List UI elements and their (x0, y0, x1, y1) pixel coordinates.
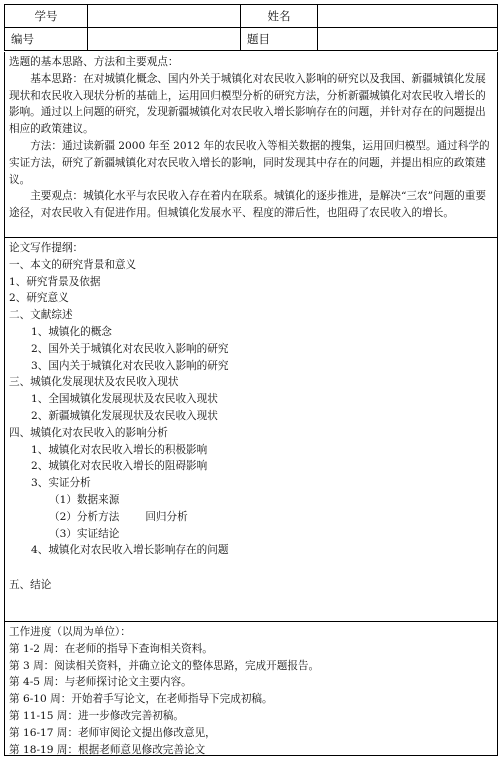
schedule-item: 第 4-5 周：与老师探讨论文主要内容。 (9, 676, 192, 689)
number-value[interactable] (88, 28, 241, 51)
outline-section (4, 238, 498, 622)
outline-item-text: （3）实证结论 (49, 527, 120, 540)
topic-label: 题目 (241, 28, 318, 51)
outline-item (9, 290, 493, 307)
outline-item-text: 3、国内关于城镇化对农民收入影响的研究 (31, 359, 229, 372)
outline-item-text: 1、城镇化的概念 (31, 325, 112, 338)
outline-item-text: 1、研究背景及依据 (9, 275, 101, 288)
outline-item (9, 374, 493, 391)
idea-paragraph-approach: 基本思路：在对城镇化概念、国内外关于城镇化对农民收入影响的研究以及我国、新疆城镇化发展现状和农民收入现状分析的基础上，运用回归模型分析的研究方法，分析新疆城镇化对农民收入增长的影响。通过以上问题的研究，发现新疆城镇化对农民收入增长影响存在的问题，并针对存在的问题提出相应的政策建议。 (9, 72, 486, 136)
outline-item (9, 492, 493, 509)
outline-item (9, 408, 493, 425)
outline-item (9, 274, 493, 291)
outline-item (9, 358, 493, 375)
outline-item (9, 442, 493, 459)
outline-conclusion: 五、结论 (9, 579, 52, 592)
outline-item (9, 341, 493, 358)
student-id-label: 学号 (5, 5, 88, 28)
idea-paragraph-method: 方法：通过读新疆 2000 年至 2012 年的农民收入等相关数据的搜集，运用回归模型。通过科学的实证方法，研究了新疆城镇化对农民收入增长的影响，同时发现其中存在的问题，并提出相应的政策建议。 (9, 139, 490, 186)
outline-item-text: 2、国外关于城镇化对农民收入影响的研究 (31, 342, 229, 355)
outline-item (9, 526, 493, 543)
outline-item-text: （1）数据来源 (49, 493, 120, 506)
schedule-item: 第 11-15 周：进一步修改完善初稿。 (9, 709, 184, 722)
outline-item-text: 一、本文的研究背景和意义 (9, 258, 137, 271)
student-id-value[interactable] (88, 5, 241, 28)
schedule-item: 第 18-19 周：根据老师意见修改完善论文 (9, 743, 206, 756)
schedule-item: 第 6-10 周：开始着手写论文，在老师指导下完成初稿。 (9, 693, 273, 706)
outline-item-text: 4、城镇化对农民收入增长影响存在的问题 (31, 544, 229, 557)
schedule-list (9, 641, 493, 758)
outline-item (9, 509, 493, 526)
idea-heading: 选题的基本思路、方法和主要观点： (9, 56, 179, 68)
outline-item (9, 458, 493, 475)
outline-item-text: 三、城镇化发展现状及农民收入现状 (9, 376, 179, 389)
schedule-heading: 工作进度（以周为单位）： (9, 626, 131, 638)
info-row-2 (5, 28, 498, 51)
outline-item (9, 257, 493, 274)
outline-item-text: 2、研究意义 (9, 292, 69, 305)
idea-paragraph-viewpoint: 主要观点：城镇化水平与农民收入存在着内在联系。城镇化的逐步推进，是解决“三农”问题的重要途径，对农民收入有促进作用。但城镇化发展水平、程度的滞后性，也阻碍了农民收入的增长。 (9, 190, 486, 220)
outline-item-text: 3、实证分析 (31, 477, 91, 490)
outline-item (9, 307, 493, 324)
outline-heading: 论文写作提纲： (9, 242, 84, 254)
schedule-item: 第 3 周：阅读相关资料，并确立论文的整体思路，完成开题报告。 (9, 659, 320, 672)
outline-gap (9, 559, 493, 577)
info-row-1 (5, 5, 498, 28)
topic-value[interactable] (318, 28, 498, 51)
outline-item-text: 1、全国城镇化发展现状及农民收入现状 (31, 393, 218, 406)
outline-item-text: （2）分析方法 (49, 510, 120, 523)
info-table (4, 4, 498, 51)
schedule-item: 第 16-17 周：老师审阅论文提出修改意见， (9, 726, 216, 739)
name-value[interactable] (318, 5, 498, 28)
outline-item-text: 四、城镇化对农民收入的影响分析 (9, 426, 168, 439)
outline-item-text: 2、城镇化对农民收入增长的阻碍影响 (31, 460, 208, 473)
outline-item-extra: 回归分析 (145, 510, 188, 523)
schedule-section (4, 622, 498, 756)
outline-item (9, 425, 493, 442)
outline-item-text: 2、新疆城镇化发展现状及农民收入现状 (31, 409, 218, 422)
outline-list (9, 257, 493, 559)
outline-item (9, 475, 493, 492)
outline-item (9, 391, 493, 408)
idea-section (4, 52, 498, 238)
number-label: 编号 (5, 28, 88, 51)
outline-item-text: 二、文献综述 (9, 309, 73, 322)
outline-item (9, 542, 493, 559)
schedule-item: 第 1-2 周：在老师的指导下查询相关资料。 (9, 642, 213, 655)
outline-item-text: 1、城镇化对农民收入增长的积极影响 (31, 443, 208, 456)
name-label: 姓名 (241, 5, 318, 28)
outline-item (9, 324, 493, 341)
